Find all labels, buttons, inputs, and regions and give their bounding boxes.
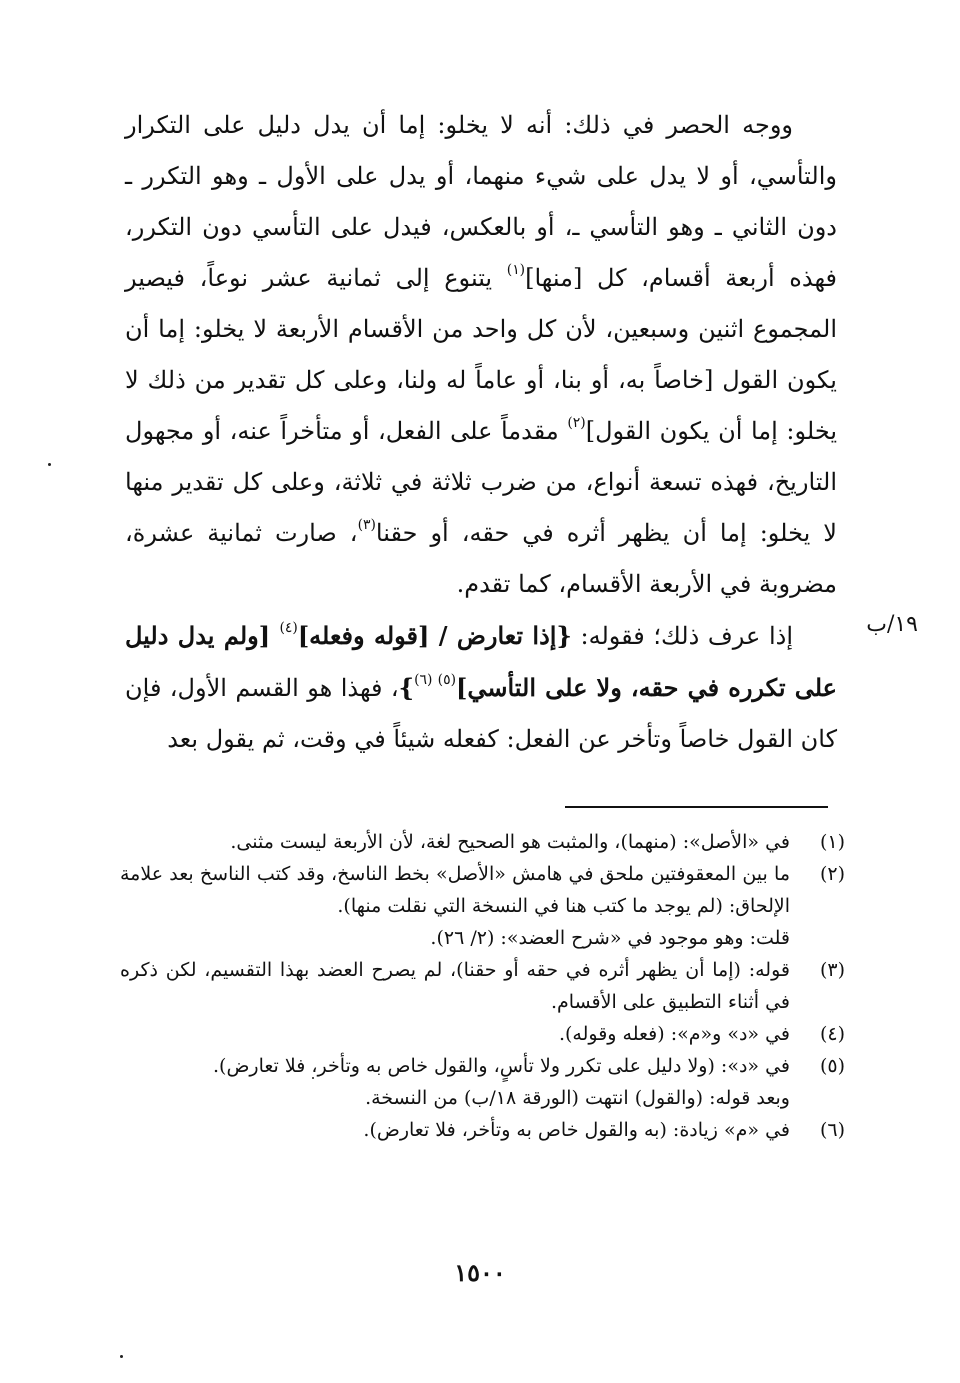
- footnote-continuation: قلت: وهو موجود في «شرح العضد»: (٢/ ٢٦).: [430, 927, 790, 949]
- text-run: ، صارت ثمانية عشرة، مضروبة في الأربعة الأقسام، كما تقدم.: [125, 519, 837, 598]
- footnote-number: (٦): [819, 1119, 845, 1141]
- footnote-item: [120, 1018, 845, 1050]
- footnote-number: (٢): [819, 863, 845, 885]
- quoted-matn: [ولم يدل دليل على تكرره في حقه، ولا على التأسي]: [125, 621, 837, 702]
- text-run: ووجه الحصر في ذلك: أنه لا يخلو: إما أن يدل دليل على التكرار والتأسي، أو لا يدل على شيء منهما، أو يدل على الأول ـ وهو التكرر ـ دون الثاني ـ وهو التأسي ـ، أو بالعكس، فيدل على التأسي دون التكرر، فهذه أربعة أقسام، كل [منها]: [125, 111, 837, 292]
- scan-speck: [48, 463, 51, 466]
- quoted-matn: }: [398, 673, 415, 702]
- footnote-text: في «الأصل»: (منهما)، والمثبت هو الصحيح لغة، لأن الأربعة ليست مثنى.: [230, 831, 790, 853]
- footnotes: [120, 826, 845, 1146]
- folio-marker: ١٩/ب: [866, 612, 918, 637]
- scan-speck: [120, 1355, 123, 1358]
- footnote-number: (١): [819, 831, 845, 853]
- footnote-continuation: وبعد قوله: (والقول) انتهت (الورقة ١٨/ب) من النسخة.: [365, 1087, 790, 1109]
- footnote-text: في «د» و«م»: (فعله وقوله).: [558, 1023, 790, 1045]
- footnote-item: [120, 858, 845, 922]
- footnote-ref[interactable]: (٤): [279, 620, 298, 637]
- text-run: يتنوع إلى ثمانية عشر نوعاً، فيصير المجموع اثنين وسبعين، لأن كل واحد من الأقسام الأربعة لا يخلو: إما أن يكون القول [خاصاً به، أو بنا، أو عاماً له ولنا، وعلى كل تقدير من ذلك لا يخلو: إما أن يكون القول]: [125, 264, 838, 445]
- footnote-text: في «د»: (ولا دليل على تكرر ولا تأسٍ، والقول خاص به وتأخر، فلا تعارض).: [213, 1055, 790, 1077]
- footnote-item: [120, 1050, 845, 1082]
- quoted-matn: {إذا تعارض / [قوله وفعله]: [297, 621, 572, 650]
- paragraph: [125, 610, 837, 765]
- footnote-item: [120, 826, 845, 858]
- footnote-ref[interactable]: (١): [506, 262, 526, 279]
- text-run: إذا عرف ذلك؛ فقوله:: [571, 622, 793, 650]
- footnote-separator: [565, 806, 828, 808]
- main-text: [125, 100, 837, 765]
- footnote-item: [120, 1114, 845, 1146]
- footnote-text: قوله: (إما أن يظهر أثره في حقه أو حقنا)، لم يصرح العضد بهذا التقسيم، لكن ذكره في أثناء التطبيق على الأقسام.: [120, 959, 790, 1013]
- scan-speck: [312, 1077, 314, 1079]
- footnote-number: (٣): [819, 959, 845, 981]
- paragraph: [125, 100, 837, 610]
- footnote-ref[interactable]: (٦): [414, 672, 438, 689]
- footnote-text: في «م» زيادة: (به والقول خاص به وتأخر، فلا تعارض).: [363, 1119, 790, 1141]
- footnote-ref[interactable]: (٣): [357, 517, 376, 534]
- text-run: مقدماً على الفعل، أو متأخراً عنه، أو مجهول التاريخ، فهذه تسعة أنواع، من ضرب ثلاثة في ثلاثة، وعلى كل تقدير منها لا يخلو: إما أن يظهر أثره في حقه، أو حقنا: [125, 417, 837, 547]
- footnote-text: ما بين المعقوفتين ملحق في هامش «الأصل» بخط الناسخ، وقد كتب الناسخ بعد علامة الإلحاق: (لم يوجد ما كتب هنا في النسخة التي نقلت منها).: [120, 863, 790, 917]
- footnote-item: [120, 954, 845, 1018]
- footnote-ref[interactable]: (٢): [567, 415, 586, 432]
- footnote-number: (٤): [819, 1023, 845, 1045]
- page-number: ١٥٠٠: [454, 1258, 506, 1287]
- footnote-number: (٥): [819, 1055, 845, 1077]
- footnote-ref[interactable]: (٥): [437, 672, 456, 689]
- text-run: ، فهذا هو القسم الأول، فإن كان القول خاصاً وتأخر عن الفعل: كفعله شيئاً في وقت، ثم يقول بعد: [125, 674, 837, 753]
